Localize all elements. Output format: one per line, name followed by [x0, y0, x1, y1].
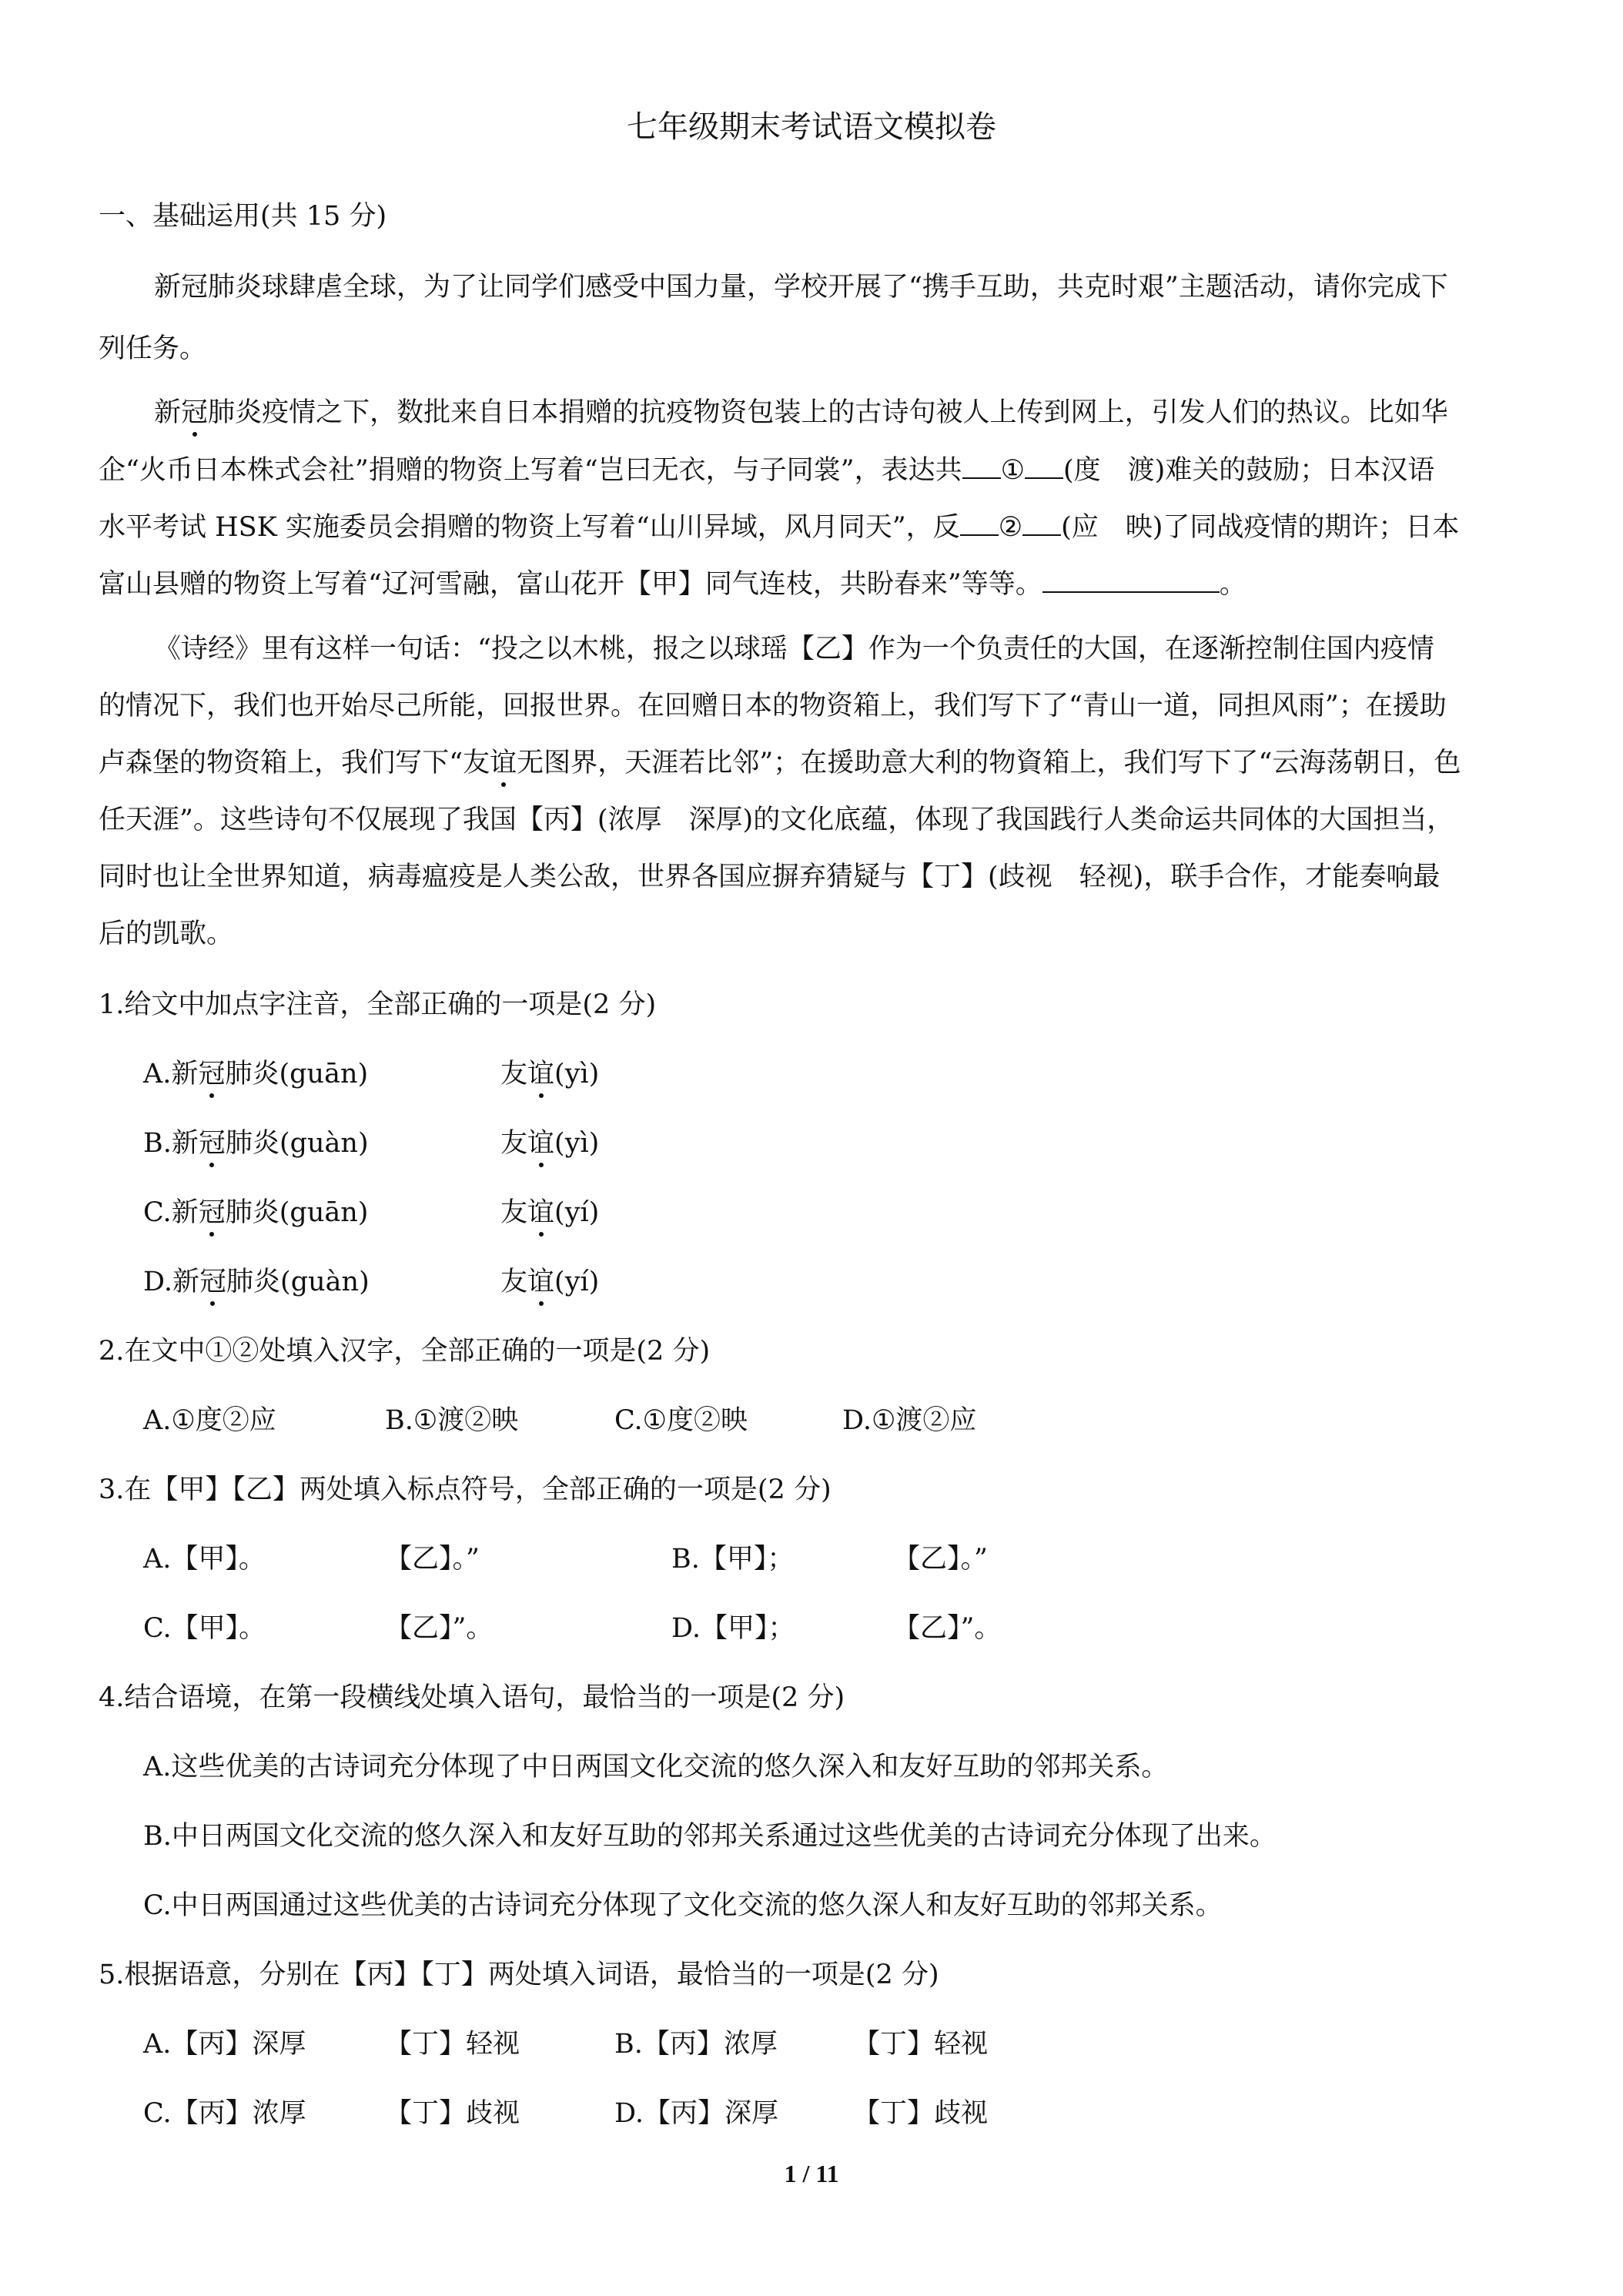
- para3-line-4: 任天涯”。这些诗句不仅展现了我国【丙】(浓厚 深厚)的文化底蕴，体现了我国践行人类命运共同体的大国担当，: [99, 805, 1454, 835]
- q5-option-a-part2: 【丁】轻视: [385, 2029, 520, 2060]
- emphasis-dot-char: 冠: [199, 1195, 226, 1230]
- para3-line-5: 同时也让全世界知道，病毒瘟疫是人类公敌，世界各国应摒弃猜疑与【丁】(歧视 轻视)，联手合作，才能奏响最: [99, 862, 1441, 892]
- fill-blank: [1025, 454, 1063, 479]
- q4-option-a: A.这些优美的古诗词充分体现了中日两国文化交流的悠久深入和友好互助的邻邦关系。: [143, 1752, 1169, 1782]
- q1-option-d: D.新冠肺炎(guàn): [143, 1264, 370, 1300]
- q3-option-c: C.【甲】。: [143, 1613, 266, 1644]
- q1-option-b-word: 友谊(yì): [500, 1126, 599, 1161]
- emphasis-dot-char: 冠: [198, 1056, 225, 1092]
- fill-blank: [962, 454, 1001, 479]
- q1-option-a: A.新冠肺炎(guān): [143, 1056, 368, 1092]
- intro-line-2: 列任务。: [99, 333, 207, 364]
- para2-line-3-text-a: 水平考试 HSK 实施委员会捐赠的物资上写着“山川异域，风月同天”，反: [99, 512, 960, 543]
- q2-option-b: B.①渡②映: [385, 1405, 519, 1436]
- question-2-stem: 2.在文中①②处填入汉字，全部正确的一项是(2 分): [99, 1336, 711, 1367]
- para2-line-4: [99, 567, 1247, 602]
- q1-option-c: C.新冠肺炎(guān): [143, 1195, 368, 1230]
- emphasis-dot-char: 谊: [527, 1195, 554, 1230]
- emphasis-dot-char: 谊: [490, 745, 517, 781]
- para3-line-3: 卢森堡的物资箱上，我们写下“友谊无图界，天涯若比邻”；在援助意大利的物資箱上，我们写下了“云海荡朝日，色: [99, 745, 1461, 781]
- emphasis-dot-char: 冠: [199, 1126, 226, 1161]
- para3-line-1: 《诗经》里有这样一句话：“投之以木桃，报之以球瑶【乙】作为一个负责任的大国，在逐渐控制住国内疫情: [154, 634, 1434, 664]
- q5-option-b-part2: 【丁】轻视: [853, 2029, 989, 2060]
- q2-option-d: D.①渡②应: [842, 1405, 977, 1436]
- para3-line-6: 后的凯歌。: [99, 919, 234, 949]
- para3-line-2: 的情况下，我们也开始尽己所能，回报世界。在回赠日本的物资箱上，我们写下了“青山一道，同担风雨”；在援助: [99, 691, 1447, 721]
- blank-marker-1: ①: [1000, 455, 1025, 486]
- para2-line-3: [99, 510, 1459, 545]
- q5-option-b: B.【丙】浓厚: [614, 2029, 778, 2060]
- emphasis-dot-char: 冠: [199, 1264, 226, 1300]
- intro-line-1: 新冠肺炎球肆虐全球，为了让同学们感受中国力量，学校开展了“携手互助，共克时艰”主题活动，请你完成下: [154, 272, 1448, 303]
- question-4-stem: 4.结合语境，在第一段横线处填入语句，最恰当的一项是(2 分): [99, 1682, 845, 1713]
- para2-line-2-text-b: (度 渡)难关的鼓励；日本汉语: [1062, 455, 1435, 486]
- q3-option-b-part2: 【乙】。”: [893, 1544, 988, 1575]
- question-5-stem: 5.根据语意，分别在【丙】【丁】两处填入词语，最恰当的一项是(2 分): [99, 1960, 939, 1990]
- page-title: 七年级期末考试语文模拟卷: [627, 109, 996, 145]
- emphasis-dot-char: 冠: [181, 395, 208, 430]
- para2-line-1: 新冠肺炎疫情之下，数批来自日本捐赠的抗疫物资包装上的古诗句被人上传到网上，引发人们的热议。比如华: [154, 395, 1448, 430]
- q5-option-a: A.【丙】深厚: [143, 2029, 306, 2060]
- q1-option-d-word: 友谊(yí): [500, 1264, 599, 1300]
- para2-line-2: [99, 453, 1434, 488]
- q3-option-d: D.【甲】；: [671, 1613, 795, 1644]
- q2-option-a: A.①度②应: [143, 1405, 276, 1436]
- question-3-stem: 3.在【甲】【乙】两处填入标点符号，全部正确的一项是(2 分): [99, 1474, 832, 1505]
- fill-blank: [1022, 511, 1061, 536]
- q5-option-d: D.【丙】深厚: [614, 2098, 778, 2129]
- q3-option-c-part2: 【乙】”。: [385, 1613, 494, 1644]
- q5-option-c-part2: 【丁】歧视: [385, 2098, 520, 2129]
- fill-blank: [960, 511, 999, 536]
- answer-blank: [1042, 568, 1220, 593]
- q3-option-a: A.【甲】。: [143, 1544, 266, 1575]
- para2-line-4-text-b: 。: [1219, 569, 1247, 600]
- q4-option-c: C.中日两国通过这些优美的古诗词充分体现了文化交流的悠久深人和友好互助的邻邦关系。: [143, 1890, 1223, 1921]
- q4-option-b: B.中日两国文化交流的悠久深入和友好互助的邻邦关系通过这些优美的古诗词充分体现了出来。: [143, 1821, 1277, 1852]
- para2-line-2-text-a: 企“火币日本株式会社”捐赠的物资上写着“岂曰无衣，与子同裳”，表达共: [99, 455, 962, 486]
- q3-option-d-part2: 【乙】”。: [893, 1613, 1002, 1644]
- q3-option-a-part2: 【乙】。”: [385, 1544, 480, 1575]
- q5-option-c: C.【丙】浓厚: [143, 2098, 306, 2129]
- emphasis-dot-char: 谊: [527, 1126, 554, 1161]
- q2-option-c: C.①度②映: [614, 1405, 748, 1436]
- q1-option-a-word: 友谊(yì): [500, 1056, 599, 1092]
- page-number: 1 / 11: [784, 2160, 839, 2187]
- q5-option-d-part2: 【丁】歧视: [853, 2098, 989, 2129]
- q1-option-b: B.新冠肺炎(guàn): [143, 1126, 369, 1161]
- q3-option-b: B.【甲】；: [671, 1544, 795, 1575]
- q1-option-c-word: 友谊(yí): [500, 1195, 599, 1230]
- para2-line-3-text-b: (应 映)了同战疫情的期许；日本: [1061, 512, 1460, 543]
- blank-marker-2: ②: [998, 512, 1023, 543]
- emphasis-dot-char: 谊: [527, 1056, 554, 1092]
- section-heading: 一、基础运用(共 15 分): [99, 201, 387, 232]
- emphasis-dot-char: 谊: [527, 1264, 554, 1300]
- para2-line-4-text-a: 富山县赠的物资上写着“辽河雪融，富山花开【甲】同气连枝，共盼春来”等等。: [99, 569, 1042, 600]
- question-1-stem: 1.给文中加点字注音，全部正确的一项是(2 分): [99, 989, 657, 1020]
